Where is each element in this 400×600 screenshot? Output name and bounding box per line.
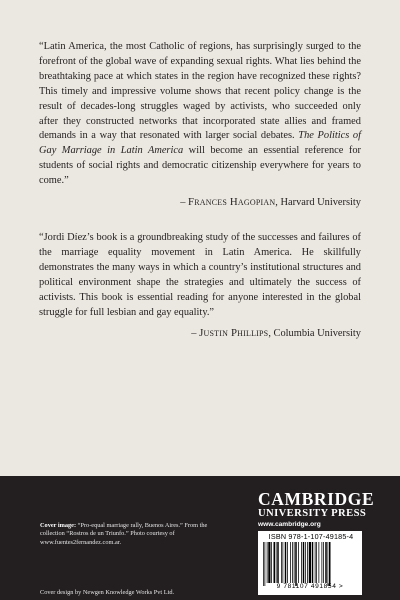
- barcode-bar: [319, 542, 320, 583]
- reviews-section: [39, 40, 361, 342]
- cover-image-credit: [40, 522, 216, 547]
- barcode-bar: [307, 542, 308, 583]
- cover-design-credit: Cover design by Newgen Knowledge Works Pvt Ltd.: [40, 589, 175, 596]
- publisher-name-line2: UNIVERSITY PRESS: [258, 508, 367, 519]
- cover-credit-label: Cover image:: [40, 522, 77, 529]
- barcode-bar: [268, 542, 270, 583]
- reviewer-affiliation: , Columbia University: [268, 328, 361, 340]
- review-quote: “Jordi Díez’s book is a groundbreaking study of the successes and failures of the marriage equality movement in Latin America. He skillfully demonstrates the many ways in which a country’s institutional structures and political environment shape the strategies and ultimately the success of activists. This book is essential reading for anyone interested in the global struggle for full lesbian and gay equality.”: [39, 231, 361, 318]
- barcode-bar: [294, 542, 295, 583]
- barcode-bar: [322, 542, 323, 583]
- barcode-bar: [274, 542, 276, 583]
- isbn-label: ISBN 978-1-107-49185-4: [268, 532, 354, 541]
- reviewer-name: Frances Hagopian: [188, 196, 276, 209]
- cover-credit-text: “Pro-equal marriage rally, Buenos Aires.” From the collection “Rostros de un Triunfo.” Photo courtesy of www.fuentes2fernandez.com.ar.: [40, 522, 208, 546]
- publisher-url: www.cambridge.org: [258, 521, 321, 528]
- review-attribution: [39, 195, 361, 211]
- quote-text-end: will become an essential reference for students of social rights and democratic citizenship everywhere for years to come.”: [39, 145, 361, 187]
- barcode-bar: [309, 542, 311, 583]
- quote-text: “Latin America, the most Catholic of regions, has surprisingly surged to the forefront of the global wave of expanding sexual rights. What lies behind the breathtaking pace at which states in the region have recognized these rights? This timely and impressive volume shows that recent policy change is the result of decades-long struggles waged by activists, who succeeded only after they constructed networks that incorporated state allies and framed demands in a way that resonated with larger social debates.: [39, 41, 361, 142]
- barcode-bar: [263, 542, 264, 586]
- barcode-bar: [295, 542, 297, 586]
- barcode-bar: [281, 542, 282, 583]
- barcode-bar: [315, 542, 316, 583]
- book-title-italic: The Politics of Gay Marriage in Latin America: [39, 130, 362, 157]
- review-attribution: [39, 326, 361, 342]
- barcode-bar: [267, 542, 268, 583]
- barcode-bar: [290, 542, 291, 583]
- barcode-bar: [298, 542, 299, 583]
- barcode-bar: [271, 542, 272, 583]
- barcode-bar: [305, 542, 306, 583]
- barcode-bar: [328, 542, 329, 586]
- reviewer-name: Justin Phillips: [199, 327, 269, 340]
- barcode-bar: [277, 542, 279, 583]
- reviewer-affiliation: , Harvard University: [275, 197, 361, 209]
- barcode-bar: [301, 542, 302, 583]
- barcode-bar: [292, 542, 293, 583]
- barcode-bar: [287, 542, 288, 583]
- attribution-dash: –: [180, 197, 189, 209]
- isbn-barcode: [258, 531, 362, 595]
- barcode-bars: [263, 542, 357, 586]
- barcode-bar: [312, 542, 314, 583]
- attribution-dash: –: [191, 328, 200, 340]
- barcode-bar: [316, 542, 317, 583]
- barcode-bar: [303, 542, 305, 583]
- publisher-footer-band: [0, 476, 400, 600]
- barcode-bar: [283, 542, 284, 583]
- review-quote: [39, 40, 361, 189]
- publisher-name-line1: CAMBRIDGE: [258, 489, 375, 509]
- barcode-bar: [265, 542, 266, 586]
- publisher-logo: [258, 489, 375, 529]
- barcode-bar: [323, 542, 324, 583]
- barcode-digits: 9 781107 491854 >: [276, 583, 344, 590]
- barcode-bar: [276, 542, 277, 583]
- review-phillips: [39, 231, 361, 342]
- review-hagopian: [39, 40, 361, 211]
- barcode-bar: [285, 542, 287, 583]
- barcode-bar: [325, 542, 327, 583]
- barcode-bar: [329, 542, 331, 586]
